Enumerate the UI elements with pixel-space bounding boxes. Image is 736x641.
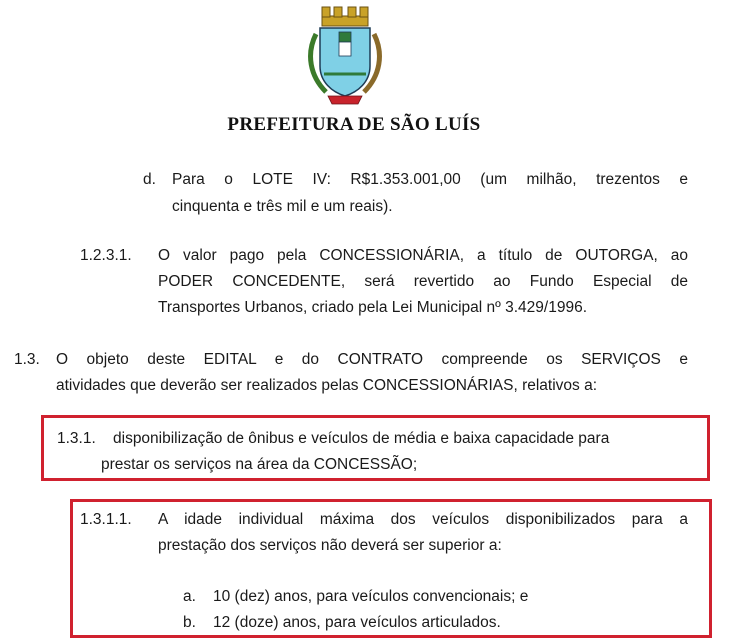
list-item-a-text: 10 (dez) anos, para veículos convencionais; e	[213, 588, 529, 605]
clause-1-3-1-1-number: 1.3.1.1.	[80, 511, 132, 528]
clause-1-2-3-1-line-1: O valor pago pela CONCESSIONÁRIA, a título de OUTORGA, ao	[158, 247, 688, 264]
clause-1-3-1-1-line-1: A idade individual máxima dos veículos disponibilizados para a	[158, 511, 688, 528]
clause-1-3-1-1-line-2: prestação dos serviços não deverá ser superior a:	[158, 537, 502, 554]
crown-icon	[322, 7, 368, 26]
list-item-b-text: 12 (doze) anos, para veículos articulados.	[213, 614, 501, 631]
list-item-b-marker: b.	[183, 614, 196, 631]
clause-1-2-3-1-line-3: Transportes Urbanos, criado pela Lei Municipal nº 3.429/1996.	[158, 299, 588, 316]
clause-1-3-line-2: atividades que deverão ser realizados pelas CONCESSIONÁRIAS, relativos a:	[56, 377, 598, 394]
item-d-line-1: Para o LOTE IV: R$1.353.001,00 (um milhão, trezentos e	[172, 171, 688, 188]
list-item-a-marker: a.	[183, 588, 196, 605]
page-header-title: PREFEITURA DE SÃO LUÍS	[227, 114, 481, 135]
item-d-line-2: cinquenta e três mil e um reais).	[172, 198, 393, 215]
coat-of-arms-emblem	[306, 4, 384, 108]
clause-1-2-3-1-number: 1.2.3.1.	[80, 247, 132, 264]
clause-1-3-1-number: 1.3.1.	[57, 430, 96, 447]
item-d-marker: d.	[143, 171, 156, 188]
clause-1-3-1-line-1: disponibilização de ônibus e veículos de média e baixa capacidade para	[113, 430, 610, 447]
clause-1-3-line-1: O objeto deste EDITAL e do CONTRATO compreende os SERVIÇOS e	[56, 351, 688, 368]
clause-1-3-1-line-2: prestar os serviços na área da CONCESSÃO;	[101, 456, 418, 473]
clause-1-2-3-1-line-2: PODER CONCEDENTE, será revertido ao Fundo Especial de	[158, 273, 688, 290]
clause-1-3-number: 1.3.	[14, 351, 40, 368]
